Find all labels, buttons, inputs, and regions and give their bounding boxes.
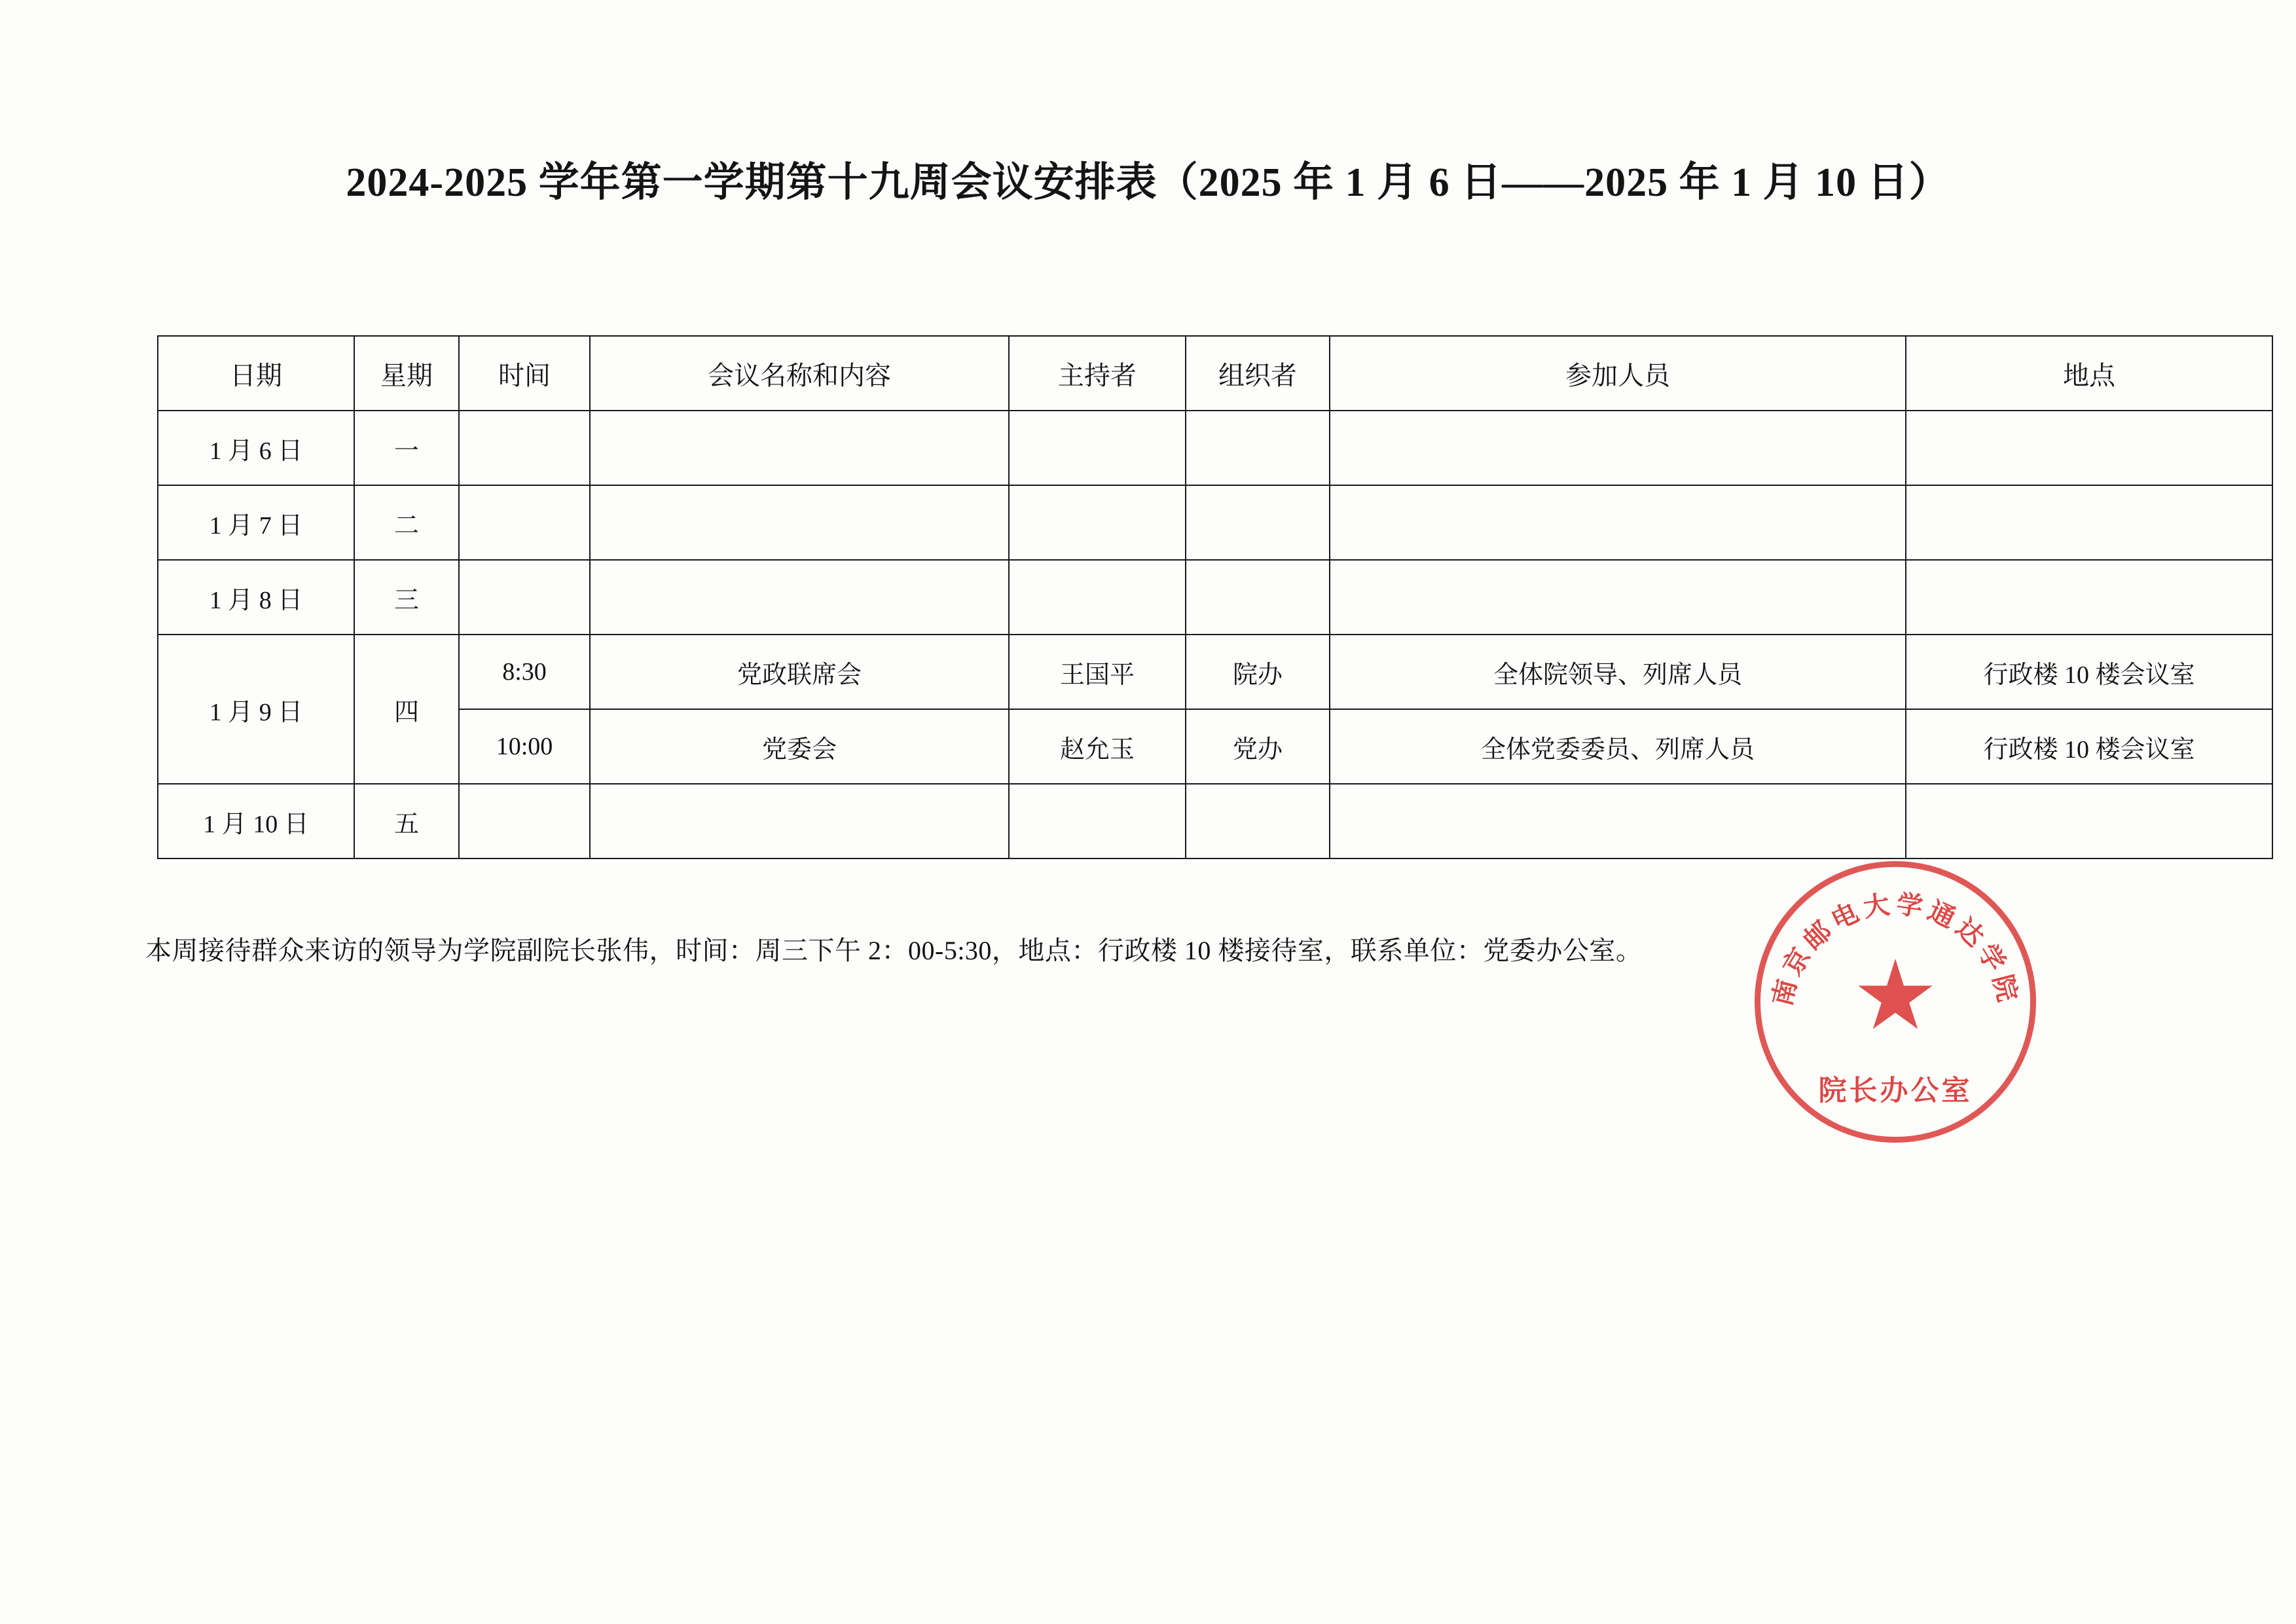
cell-participants: [1330, 485, 1906, 560]
cell-time: [459, 411, 590, 485]
cell-location: 行政楼 10 楼会议室: [1906, 635, 2272, 709]
cell-host: [1009, 784, 1186, 858]
official-seal-stamp: [1755, 861, 2036, 1143]
header-participants: 参加人员: [1330, 336, 1906, 411]
table-row: [158, 560, 2272, 635]
cell-meeting: [590, 411, 1009, 485]
cell-time: [459, 784, 590, 858]
table-header-row: [158, 336, 2272, 411]
cell-location: 行政楼 10 楼会议室: [1906, 709, 2272, 784]
cell-participants: [1330, 411, 1906, 485]
cell-host: [1009, 560, 1186, 635]
table-row: [158, 635, 2272, 709]
header-host: 主持者: [1009, 336, 1186, 411]
cell-meeting: 党委会: [590, 709, 1009, 784]
cell-host: 王国平: [1009, 635, 1186, 709]
table-row: [158, 411, 2272, 485]
header-date: 日期: [158, 336, 354, 411]
header-time: 时间: [459, 336, 590, 411]
cell-participants: [1330, 560, 1906, 635]
cell-weekday: 四: [354, 635, 459, 784]
seal-bottom-label: 院长办公室: [1818, 1076, 1973, 1107]
header-location: 地点: [1906, 336, 2272, 411]
cell-meeting: 党政联席会: [590, 635, 1009, 709]
cell-participants: 全体院领导、列席人员: [1330, 635, 1906, 709]
cell-host: 赵允玉: [1009, 709, 1186, 784]
page-title: 2024-2025 学年第一学期第十九周会议安排表（2025 年 1 月 6 日——2025 年 1 月 10 日）: [346, 160, 1950, 205]
cell-time: [459, 485, 590, 560]
cell-meeting: [590, 485, 1009, 560]
cell-meeting: [590, 784, 1009, 858]
table-row: [158, 485, 2272, 560]
cell-organizer: 院办: [1186, 635, 1330, 709]
meeting-schedule-table-wrapper: [157, 335, 2195, 859]
cell-time: [459, 560, 590, 635]
cell-weekday: 五: [354, 784, 459, 858]
table-row: [158, 784, 2272, 858]
cell-participants: [1330, 784, 1906, 858]
cell-date: 1 月 7 日: [158, 485, 354, 560]
cell-location: [1906, 411, 2272, 485]
header-weekday: 星期: [354, 336, 459, 411]
cell-organizer: [1186, 411, 1330, 485]
cell-weekday: 三: [354, 560, 459, 635]
header-organizer: 组织者: [1186, 336, 1330, 411]
cell-organizer: [1186, 485, 1330, 560]
cell-date: 1 月 10 日: [158, 784, 354, 858]
seal-star-icon: [1857, 959, 1934, 1036]
cell-date: 1 月 9 日: [158, 635, 354, 784]
cell-participants: 全体党委委员、列席人员: [1330, 709, 1906, 784]
cell-host: [1009, 485, 1186, 560]
seal-arc-label: 南京邮电大学通达学院: [1767, 889, 2024, 1009]
reception-note: 本周接待群众来访的领导为学院副院长张伟，时间：周三下午 2：00-5:30，地点：行政楼 10 楼接待室，联系单位：党委办公室。: [145, 936, 1643, 965]
cell-weekday: 二: [354, 485, 459, 560]
header-meeting: 会议名称和内容: [590, 336, 1009, 411]
seal-arc-text: [1755, 861, 2036, 1143]
cell-host: [1009, 411, 1186, 485]
cell-meeting: [590, 560, 1009, 635]
cell-time: 8:30: [459, 635, 590, 709]
seal-ring: [1755, 861, 2036, 1143]
cell-location: [1906, 560, 2272, 635]
cell-location: [1906, 485, 2272, 560]
cell-date: 1 月 8 日: [158, 560, 354, 635]
table-row: [158, 709, 2272, 784]
cell-location: [1906, 784, 2272, 858]
cell-organizer: [1186, 784, 1330, 858]
cell-organizer: 党办: [1186, 709, 1330, 784]
cell-date: 1 月 6 日: [158, 411, 354, 485]
cell-organizer: [1186, 560, 1330, 635]
meeting-schedule-table: [157, 335, 2273, 859]
cell-time: 10:00: [459, 709, 590, 784]
cell-weekday: 一: [354, 411, 459, 485]
